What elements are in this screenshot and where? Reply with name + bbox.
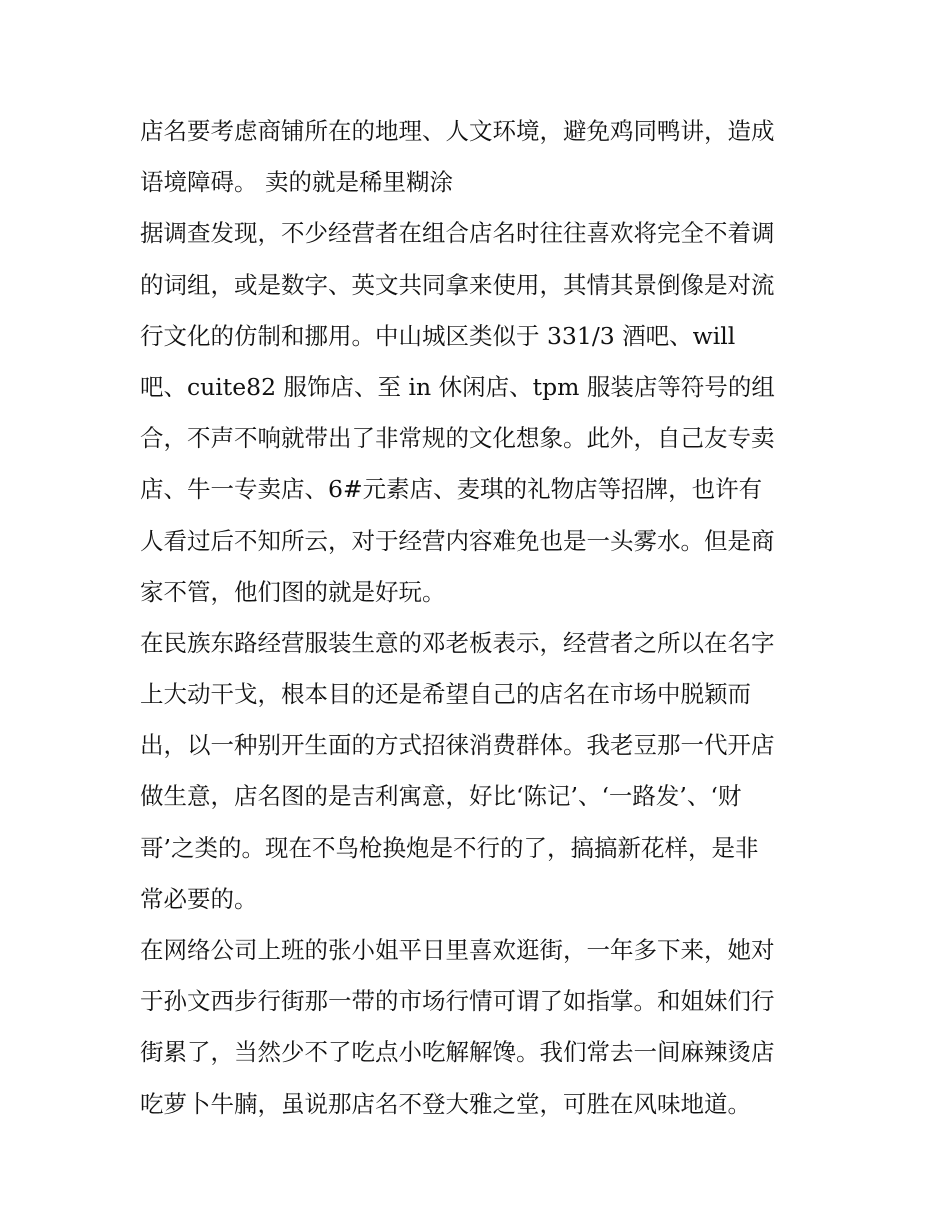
text-line: 店、牛一专卖店、6#元素店、麦琪的礼物店等招牌，也许有 (140, 475, 763, 504)
text-line: 在民族东路经营服装生意的邓老板表示，经营者之所以在名字 (140, 628, 775, 657)
text-line: 于孙文西步行街那一带的市场行情可谓了如指掌。和姐妹们行 (140, 987, 775, 1016)
text-line: 合，不声不响就带出了非常规的文化想象。此外，自己友专卖 (140, 424, 775, 453)
text-line: 街累了，当然少不了吃点小吃解解馋。我们常去一间麻辣烫店 (140, 1038, 775, 1067)
text-line: 出，以一种别开生面的方式招徕消费群体。我老豆那一代开店 (140, 731, 775, 760)
text-line: 语境障碍。 卖的就是稀里糊涂 (140, 168, 453, 197)
text-line: 上大动干戈，根本目的还是希望自己的店名在市场中脱颖而 (140, 680, 751, 709)
text-line: 的词组，或是数字、英文共同拿来使用，其情其景倒像是对流 (140, 270, 775, 299)
text-line: 人看过后不知所云，对于经营内容难免也是一头雾水。但是商 (140, 526, 775, 555)
text-line: 在网络公司上班的张小姐平日里喜欢逛街，一年多下来，她对 (140, 936, 775, 964)
text-line: 家不管，他们图的就是好玩。 (140, 577, 446, 606)
text-line: 哥’之类的。现在不鸟枪换炮是不行的了，搞搞新花样，是非 (140, 833, 759, 862)
body-text (140, 106, 820, 1130)
text-line: 吧、cuite82 服饰店、至 in 休闲店、tpm 服装店等符号的组 (140, 372, 775, 401)
text-line: 做生意，店名图的是吉利寓意，好比‘陈记’、‘一路发’、‘财 (140, 782, 742, 811)
text-line: 行文化的仿制和挪用。中山城区类似于 331/3 酒吧、will (140, 321, 736, 350)
text-line: 店名要考虑商铺所在的地理、人文环境，避免鸡同鸭讲，造成 (140, 117, 775, 145)
text-line: 吃萝卜牛腩，虽说那店名不登大雅之堂，可胜在风味地道。 (140, 1089, 751, 1118)
text-line: 据调查发现，不少经营者在组合店名时往往喜欢将完全不着调 (140, 219, 775, 248)
text-line: 常必要的。 (140, 884, 258, 913)
